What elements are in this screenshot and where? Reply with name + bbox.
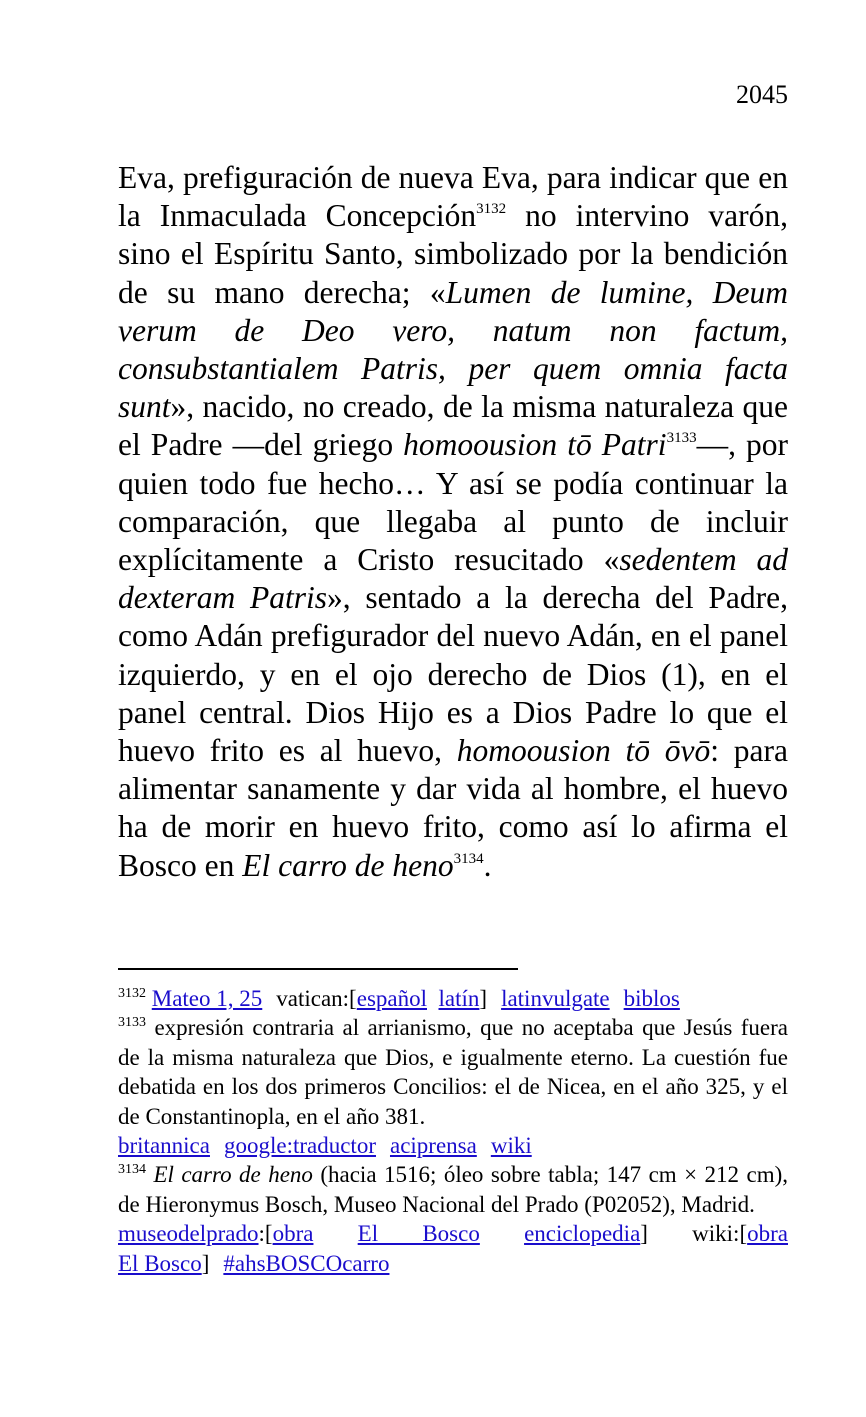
footnote-3134-links-2: [118, 1249, 788, 1278]
bracket: ]: [201, 1250, 210, 1276]
link-enciclopedia[interactable]: enciclopedia: [524, 1221, 641, 1247]
body-segment: : para alimentar sanamente y dar vida al hombre, el huevo ha de morir en huevo frito, como así lo afirma el Bosco en: [118, 733, 788, 883]
footnote-3134: [118, 1160, 788, 1219]
link-biblos[interactable]: biblos: [623, 986, 680, 1011]
footnote-3133: [118, 1013, 788, 1131]
artwork-title: El carro de heno: [242, 847, 454, 883]
footnote-text: expresión contraria al arrianismo, que no aceptaba que Jesús fuera de la misma naturaleza que Dios, e igualmente eterno. La cuestión fue debatida en los dos primeros Concilios: el de Nicea, en el año 325, y el de Constantinopla, en el año 381.: [118, 1015, 788, 1129]
bracket: :[: [258, 1221, 273, 1247]
latin-quote: sedentem ad dexteram Patris: [118, 542, 788, 616]
link-wiki-el-bosco[interactable]: El Bosco: [118, 1250, 202, 1276]
body-segment: », sentado a la derecha del Padre, como Adán prefigurador del nuevo Adán, en el panel izquierdo, y en el ojo derecho de Dios (1), en el panel central. Dios Hijo es a Dios Padre lo que el huevo frito es al huevo,: [118, 580, 788, 769]
link-wiki-obra[interactable]: obra: [747, 1221, 788, 1247]
body-text: [118, 159, 788, 885]
link-britannica[interactable]: britannica: [118, 1133, 210, 1159]
link-hashtag[interactable]: #ahsBOSCOcarro: [223, 1250, 390, 1276]
link-google-traductor[interactable]: google:traductor: [223, 1133, 376, 1159]
vatican-label: vatican:[: [276, 986, 357, 1011]
link-el-bosco[interactable]: El Bosco: [357, 1221, 480, 1247]
footnote-ref-3133[interactable]: 3133: [666, 430, 697, 447]
bracket: ]: [479, 986, 488, 1011]
body-segment: .: [483, 847, 492, 883]
footnote-number: 3132: [118, 986, 146, 1001]
wiki-label: wiki:[: [692, 1221, 748, 1247]
footnote-3134-links: [118, 1219, 788, 1248]
artwork-title: El carro de heno: [153, 1162, 313, 1188]
footnote-ref-3132[interactable]: 3132: [476, 201, 507, 218]
link-wiki[interactable]: wiki: [490, 1133, 532, 1159]
link-latin[interactable]: latín: [438, 986, 480, 1011]
link-aciprensa[interactable]: aciprensa: [389, 1133, 477, 1159]
link-espanol[interactable]: español: [356, 986, 427, 1011]
bracket: ]: [640, 1221, 648, 1247]
footnote-3133-links: [118, 1131, 788, 1160]
footnote-number: 3134: [118, 1162, 146, 1178]
link-obra[interactable]: obra: [272, 1221, 314, 1247]
link-museodelprado[interactable]: museodelprado: [118, 1221, 259, 1247]
body-segment: —, por quien todo fue hecho… Y así se podía continuar la comparación, que llegaba al punto de incluir explícitamente a Cristo resucitado «: [118, 427, 788, 578]
footnote-3132: [118, 984, 788, 1013]
greek-term: homoousion tō Patri: [403, 427, 667, 463]
link-latinvulgate[interactable]: latinvulgate: [501, 986, 610, 1011]
footnote-text: (hacia 1516; óleo sobre tabla; 147 cm × 212 cm), de Hieronymus Bosch, Museo Nacional del Prado (P02052), Madrid.: [118, 1162, 789, 1217]
body-segment: no intervino varón, sino el Espíritu Santo, simbolizado por la bendición de su mano derecha; «: [118, 198, 789, 310]
footnotes: [118, 984, 788, 1278]
greek-term: homoousion tō ōvō: [456, 733, 711, 769]
body-segment: Eva, prefiguración de nueva Eva, para indicar que en la Inmaculada Concepción: [118, 160, 788, 234]
latin-quote: Lumen de lumine, Deum verum de Deo vero, natum non factum, consubstantialem Patris, per quem omnia facta sunt: [118, 274, 788, 425]
link-mateo[interactable]: Mateo 1, 25: [151, 986, 263, 1011]
page-number: 2045: [736, 80, 788, 109]
footnote-separator: [118, 968, 518, 970]
body-segment: », nacido, no creado, de la misma naturaleza que el Padre —del griego: [118, 389, 788, 463]
footnote-number: 3133: [118, 1015, 146, 1031]
footnote-ref-3134[interactable]: 3134: [453, 850, 484, 867]
